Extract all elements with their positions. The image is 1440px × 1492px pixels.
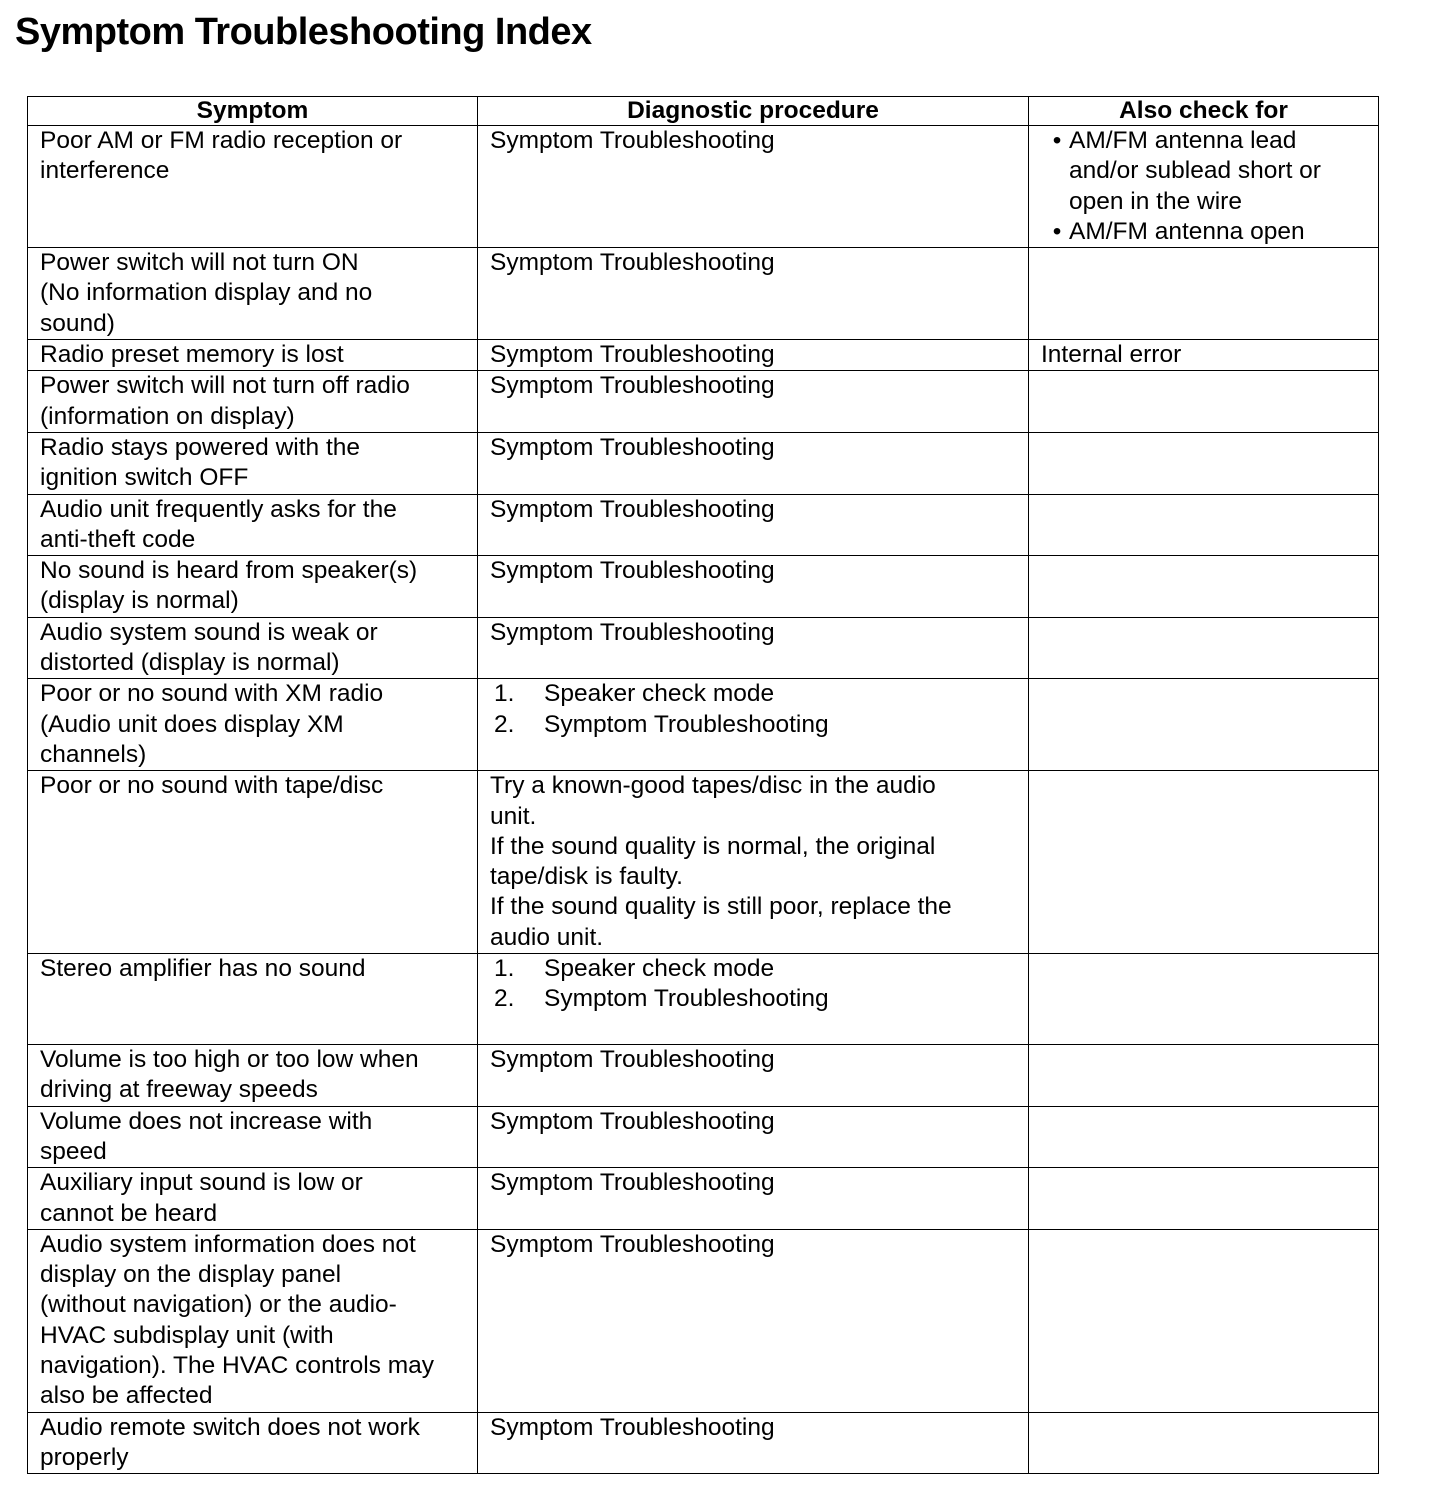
procedure-steps <box>490 954 1022 1015</box>
table-row <box>28 126 1379 248</box>
also-check-cell <box>1029 1168 1379 1230</box>
step-text: Speaker check mode <box>544 680 775 708</box>
procedure-text-line: Symptom Troubleshooting <box>490 1230 775 1258</box>
step-text: Symptom Troubleshooting <box>544 985 829 1013</box>
page-title: Symptom Troubleshooting Index <box>15 11 592 53</box>
symptom-cell <box>28 1045 478 1107</box>
procedure-cell <box>478 248 1029 340</box>
table-body <box>28 126 1379 1474</box>
procedure-text-line: Symptom Troubleshooting <box>490 557 775 585</box>
also-check-cell <box>1029 617 1379 679</box>
symptom-text-line: No sound is heard from speaker(s) <box>40 557 418 585</box>
table-row <box>28 954 1379 1045</box>
symptom-cell <box>28 556 478 618</box>
symptom-cell <box>28 1229 478 1412</box>
procedure-cell <box>478 371 1029 433</box>
step-text: Symptom Troubleshooting <box>544 710 829 738</box>
procedure-cell <box>478 1412 1029 1474</box>
table-row <box>28 1229 1379 1412</box>
procedure-cell <box>478 126 1029 248</box>
header-also-check-for: Also check for <box>1029 97 1379 126</box>
procedure-step <box>490 710 1022 740</box>
symptom-text-line: ignition switch OFF <box>40 464 249 492</box>
also-check-text-line: AM/FM antenna lead <box>1069 127 1297 154</box>
table-row <box>28 679 1379 771</box>
table-row <box>28 1045 1379 1107</box>
procedure-steps <box>490 679 1022 740</box>
procedure-cell <box>478 1106 1029 1168</box>
also-check-text-line: and/or sublead short or <box>1069 157 1321 185</box>
table-row <box>28 494 1379 556</box>
symptom-text-line: Audio system sound is weak or <box>40 618 378 646</box>
symptom-cell <box>28 617 478 679</box>
symptom-index-table <box>27 96 1379 1474</box>
procedure-text-line: Symptom Troubleshooting <box>490 1413 775 1441</box>
procedure-text-line: If the sound quality is still poor, replace the <box>490 893 952 921</box>
also-check-item-text <box>1069 126 1372 217</box>
symptom-cell <box>28 1168 478 1230</box>
procedure-text-line: audio unit. <box>490 923 604 951</box>
procedure-text-line: Symptom Troubleshooting <box>490 1169 775 1197</box>
procedure-step <box>490 984 1022 1014</box>
table-row <box>28 617 1379 679</box>
table-row <box>28 556 1379 618</box>
symptom-cell <box>28 1412 478 1474</box>
also-check-item <box>1041 126 1372 217</box>
procedure-text-line: Symptom Troubleshooting <box>490 372 775 400</box>
table-row <box>28 340 1379 371</box>
also-check-item-text <box>1069 217 1372 247</box>
header-diagnostic-procedure: Diagnostic procedure <box>478 97 1029 126</box>
also-check-cell <box>1029 1412 1379 1474</box>
also-check-cell <box>1029 771 1379 954</box>
procedure-text-line: Symptom Troubleshooting <box>490 249 775 277</box>
procedure-text-line: Try a known-good tapes/disc in the audio <box>490 772 936 800</box>
symptom-text-line: also be affected <box>40 1382 213 1410</box>
symptom-text-line: (Audio unit does display XM <box>40 710 344 738</box>
symptom-cell <box>28 954 478 1045</box>
symptom-text-line: sound) <box>40 309 115 337</box>
procedure-cell <box>478 771 1029 954</box>
symptom-text-line: Radio stays powered with the <box>40 433 361 461</box>
symptom-text-line: display on the display panel <box>40 1261 342 1289</box>
symptom-text-line: Audio unit frequently asks for the <box>40 495 397 523</box>
procedure-cell <box>478 954 1029 1045</box>
procedure-text-line: Symptom Troubleshooting <box>490 341 775 369</box>
also-check-cell <box>1029 432 1379 494</box>
procedure-cell <box>478 1168 1029 1230</box>
symptom-cell <box>28 340 478 371</box>
procedure-cell <box>478 679 1029 771</box>
symptom-cell <box>28 771 478 954</box>
also-check-cell <box>1029 126 1379 248</box>
symptom-cell <box>28 371 478 433</box>
also-check-list <box>1041 126 1372 247</box>
symptom-cell <box>28 432 478 494</box>
procedure-cell <box>478 494 1029 556</box>
step-number: 1. <box>494 955 515 983</box>
symptom-text-line: Audio system information does not <box>40 1230 416 1258</box>
symptom-cell <box>28 248 478 340</box>
procedure-text-line: If the sound quality is normal, the original <box>490 832 936 860</box>
procedure-text-line: Symptom Troubleshooting <box>490 1107 775 1135</box>
procedure-cell <box>478 1045 1029 1107</box>
also-check-cell <box>1029 1229 1379 1412</box>
symptom-cell <box>28 494 478 556</box>
symptom-text-line: Auxiliary input sound is low or <box>40 1169 363 1197</box>
symptom-cell <box>28 679 478 771</box>
symptom-text-line: channels) <box>40 740 147 768</box>
procedure-text-line: Symptom Troubleshooting <box>490 1046 775 1074</box>
also-check-cell <box>1029 248 1379 340</box>
also-check-cell <box>1029 679 1379 771</box>
also-check-text-line: AM/FM antenna open <box>1069 217 1305 245</box>
header-symptom: Symptom <box>28 97 478 126</box>
symptom-text-line: Poor or no sound with XM radio <box>40 680 384 708</box>
also-check-cell <box>1029 1045 1379 1107</box>
procedure-text-line: Symptom Troubleshooting <box>490 433 775 461</box>
symptom-text-line: Stereo amplifier has no sound <box>40 955 366 983</box>
symptom-text-line: interference <box>40 157 170 185</box>
step-number: 1. <box>494 680 515 708</box>
procedure-text-line: Symptom Troubleshooting <box>490 495 775 523</box>
bullet-icon: • <box>1052 217 1062 245</box>
symptom-text-line: distorted (display is normal) <box>40 649 340 677</box>
table-row <box>28 1412 1379 1474</box>
symptom-text-line: cannot be heard <box>40 1199 218 1227</box>
also-check-text: Internal error <box>1041 341 1182 369</box>
symptom-text-line: driving at freeway speeds <box>40 1076 318 1104</box>
table-row <box>28 771 1379 954</box>
symptom-text-line: Audio remote switch does not work <box>40 1413 420 1441</box>
symptom-text-line: properly <box>40 1443 129 1471</box>
also-check-cell <box>1029 340 1379 371</box>
table-row <box>28 371 1379 433</box>
table-row <box>28 432 1379 494</box>
also-check-cell <box>1029 1106 1379 1168</box>
procedure-text-line: Symptom Troubleshooting <box>490 127 775 154</box>
procedure-cell <box>478 340 1029 371</box>
symptom-text-line: Power switch will not turn ON <box>40 249 359 277</box>
procedure-step <box>490 954 1022 984</box>
step-number: 2. <box>494 710 515 738</box>
procedure-text-line: unit. <box>490 802 537 830</box>
also-check-cell <box>1029 494 1379 556</box>
symptom-text-line: HVAC subdisplay unit (with <box>40 1321 334 1349</box>
symptom-text-line: Power switch will not turn off radio <box>40 372 410 400</box>
step-text: Speaker check mode <box>544 955 775 983</box>
procedure-step <box>490 679 1022 709</box>
table-header-row <box>28 97 1379 126</box>
symptom-text-line: Radio preset memory is lost <box>40 341 344 369</box>
procedure-cell <box>478 1229 1029 1412</box>
symptom-text-line: (display is normal) <box>40 587 239 615</box>
procedure-cell <box>478 556 1029 618</box>
symptom-text-line: navigation). The HVAC controls may <box>40 1351 434 1379</box>
symptom-text-line: (No information display and no <box>40 279 373 307</box>
symptom-text-line: Volume does not increase with <box>40 1107 373 1135</box>
symptom-cell <box>28 1106 478 1168</box>
symptom-text-line: speed <box>40 1137 107 1165</box>
procedure-cell <box>478 617 1029 679</box>
symptom-text-line: (without navigation) or the audio- <box>40 1291 397 1319</box>
also-check-text-line: open in the wire <box>1069 187 1242 215</box>
symptom-text-line: anti-theft code <box>40 525 196 553</box>
table-row <box>28 248 1379 340</box>
procedure-text-line: tape/disk is faulty. <box>490 863 683 891</box>
bullet-icon: • <box>1052 127 1062 154</box>
symptom-cell <box>28 126 478 248</box>
symptom-text-line: Poor AM or FM radio reception or <box>40 127 403 154</box>
table-row <box>28 1106 1379 1168</box>
procedure-cell <box>478 432 1029 494</box>
step-number: 2. <box>494 985 515 1013</box>
procedure-text-line: Symptom Troubleshooting <box>490 618 775 646</box>
symptom-text-line: (information on display) <box>40 402 295 430</box>
also-check-cell <box>1029 954 1379 1045</box>
also-check-cell <box>1029 556 1379 618</box>
also-check-item <box>1041 217 1372 247</box>
symptom-text-line: Volume is too high or too low when <box>40 1046 419 1074</box>
symptom-text-line: Poor or no sound with tape/disc <box>40 772 384 800</box>
also-check-cell <box>1029 371 1379 433</box>
table-row <box>28 1168 1379 1230</box>
